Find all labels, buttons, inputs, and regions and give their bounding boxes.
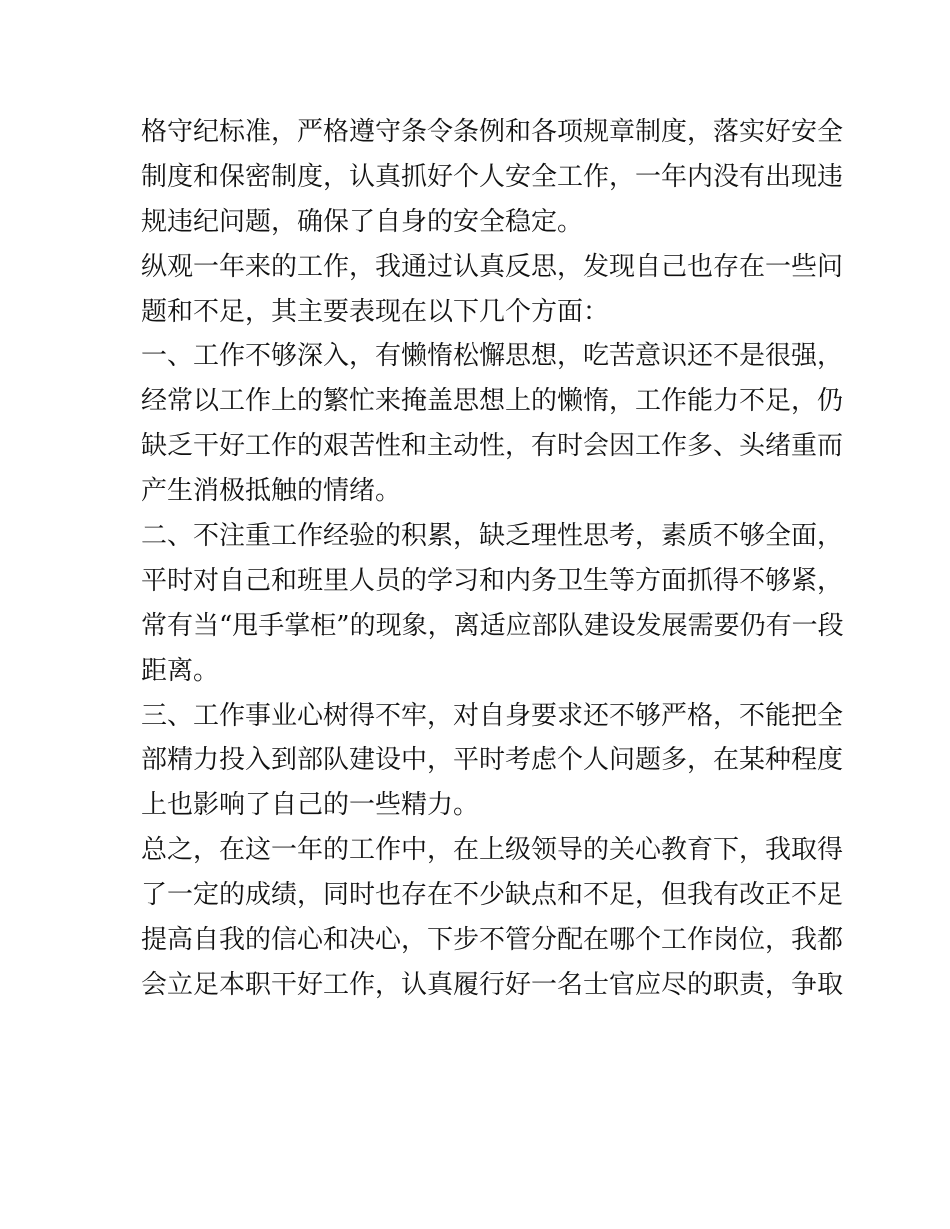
text-line: 二、不注重工作经验的积累，缺乏理性思考，素质不够全面，: [141, 521, 844, 552]
text-line: 常有当“甩手掌柜”的现象，离适应部队建设发展需要仍有一段: [141, 610, 844, 641]
text-line: 提高自我的信心和决心，下步不管分配在哪个工作岗位，我都: [141, 925, 844, 956]
text-line: 会立足本职干好工作，认真履行好一名士官应尽的职责，争取: [141, 969, 844, 1000]
text-line: 制度和保密制度，认真抓好个人安全工作，一年内没有出现违: [141, 161, 844, 192]
text-line: 产生消极抵触的情绪。: [141, 476, 402, 507]
text-line: 三、工作事业心树得不牢，对自身要求还不够严格，不能把全: [141, 700, 844, 731]
text-line: 总之，在这一年的工作中，在上级领导的关心教育下，我取得: [141, 835, 844, 866]
text-line: 距离。: [141, 655, 220, 686]
text-line: 经常以工作上的繁忙来掩盖思想上的懒惰，工作能力不足，仍: [141, 386, 844, 417]
text-line: 规违纪问题，确保了自身的安全稳定。: [141, 206, 584, 237]
text-line: 了一定的成绩，同时也存在不少缺点和不足，但我有改正不足: [141, 880, 844, 911]
text-line: 纵观一年来的工作，我通过认真反思，发现自己也存在一些问: [141, 251, 844, 282]
text-line: 平时对自己和班里人员的学习和内务卫生等方面抓得不够紧，: [141, 565, 844, 596]
body-text: [141, 110, 844, 1008]
text-line: 上也影响了自己的一些精力。: [141, 790, 480, 821]
text-line: 题和不足，其主要表现在以下几个方面：: [141, 296, 610, 327]
text-line: 一、工作不够深入，有懒惰松懈思想，吃苦意识还不是很强，: [141, 341, 844, 372]
text-line: 部精力投入到部队建设中，平时考虑个人问题多，在某种程度: [141, 745, 844, 776]
text-line: 格守纪标准，严格遵守条令条例和各项规章制度，落实好安全: [141, 117, 844, 147]
text-line: 缺乏干好工作的艰苦性和主动性，有时会因工作多、头绪重而: [141, 431, 844, 462]
